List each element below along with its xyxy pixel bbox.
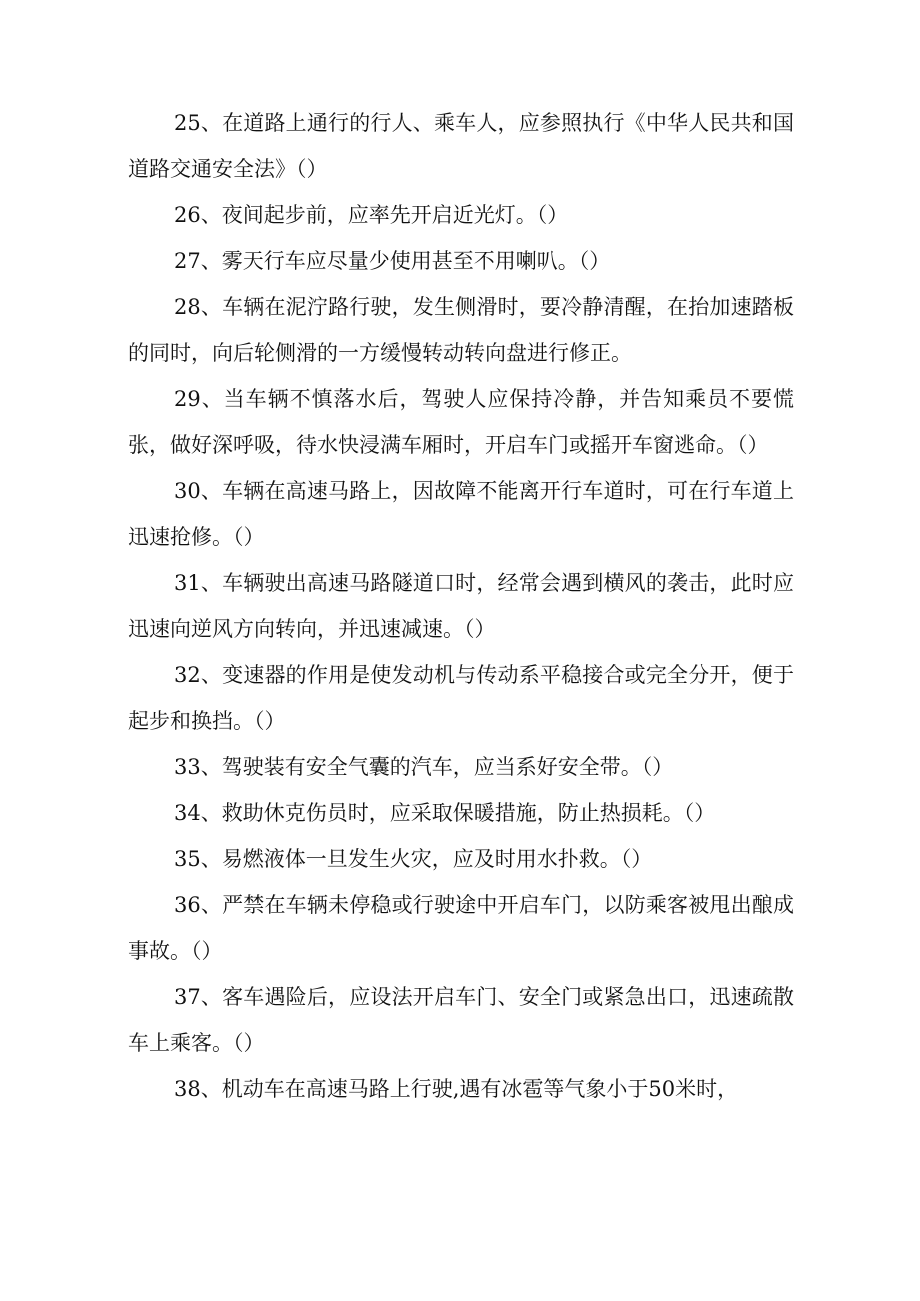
- question-29: 29、当车辆不慎落水后，驾驶人应保持冷静，并告知乘员不要慌张，做好深呼吸，待水快浸满车厢时，开启车门或摇开车窗逃命。（）: [128, 387, 794, 457]
- question-26: 26、夜间起步前，应率先开启近光灯。（）: [174, 203, 569, 227]
- question-32: 32、变速器的作用是使发动机与传动系平稳接合或完全分开，便于起步和换挡。（）: [128, 663, 794, 733]
- question-36: 36、严禁在车辆未停稳或行驶途中开启车门，以防乘客被甩出酿成事故。（）: [128, 893, 794, 963]
- question-38: 38、机动车在高速马路上行驶,遇有冰雹等气象小于50米时，: [174, 1077, 739, 1101]
- question-35: 35、易燃液体一旦发生火灾，应及时用水扑救。（）: [174, 847, 653, 871]
- question-25: 25、在道路上通行的行人、乘车人，应参照执行《中华人民共和国道路交通安全法》（）: [128, 111, 794, 181]
- question-34: 34、救助休克伤员时，应采取保暖措施，防止热损耗。（）: [174, 801, 716, 825]
- question-33: 33、驾驶装有安全气囊的汽车，应当系好安全带。（）: [174, 755, 674, 779]
- question-28: 28、车辆在泥泞路行驶，发生侧滑时，要冷静清醒，在抬加速踏板的同时，向后轮侧滑的一方缓慢转动转向盘进行修正。: [128, 295, 794, 365]
- question-list: [128, 100, 794, 1112]
- question-37: 37、客车遇险后，应设法开启车门、安全门或紧急出口，迅速疏散车上乘客。（）: [128, 985, 794, 1055]
- question-30: 30、车辆在高速马路上，因故障不能离开行车道时，可在行车道上迅速抢修。（）: [128, 479, 794, 549]
- question-31: 31、车辆驶出高速马路隧道口时，经常会遇到横风的袭击，此时应迅速向逆风方向转向，并迅速减速。（）: [128, 571, 794, 641]
- question-27: 27、雾天行车应尽量少使用甚至不用喇叭。（）: [174, 249, 611, 273]
